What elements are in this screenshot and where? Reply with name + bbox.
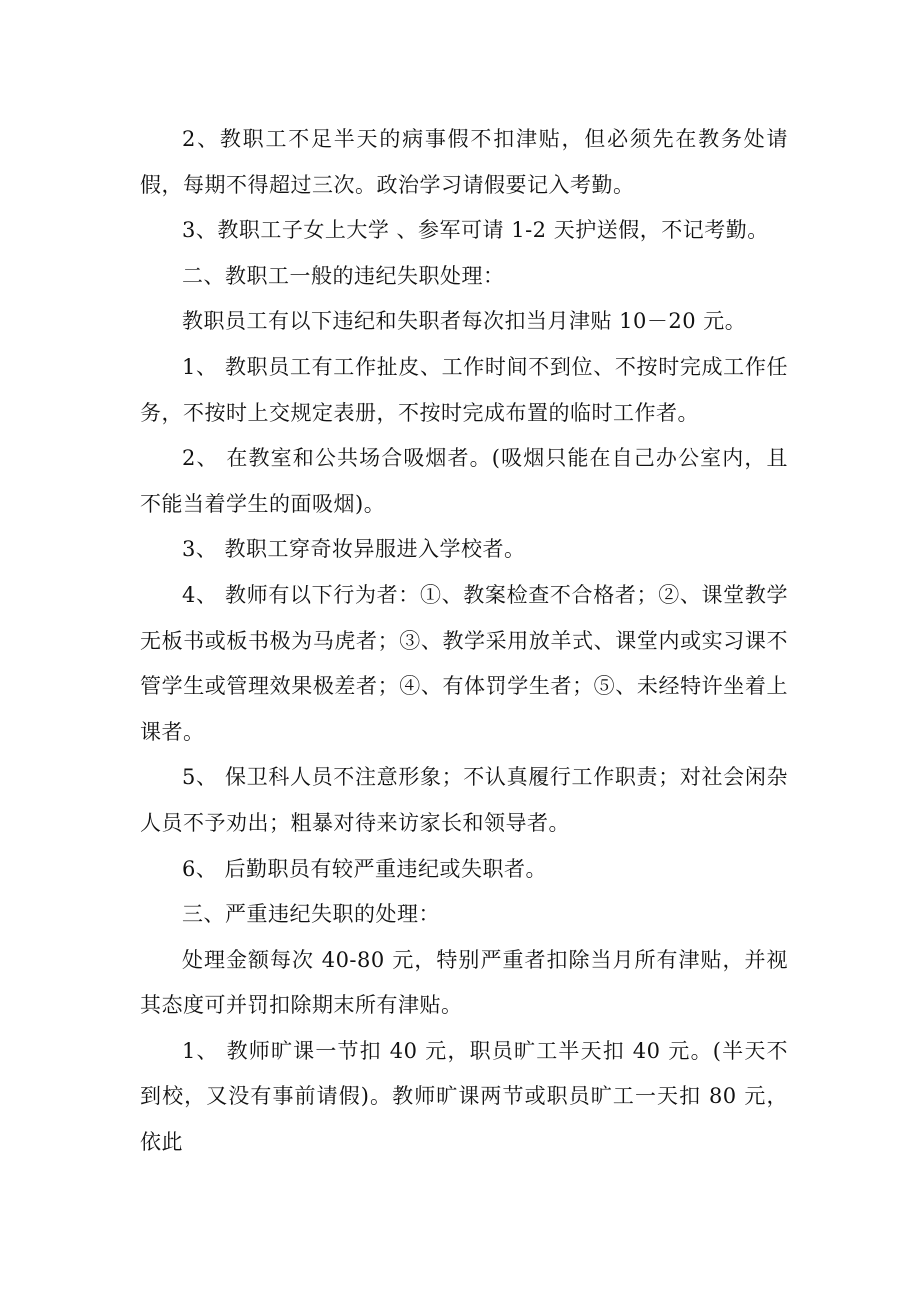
paragraph-item-2-smoking: 2、 在教室和公共场合吸烟者。(吸烟只能在自己办公室内，且不能当着学生的面吸烟)。	[140, 446, 788, 516]
section-heading-serious-violations: 三、严重违纪失职的处理：	[182, 902, 440, 927]
paragraph-item-6-logistics: 6、 后勤职员有较严重违纪或失职者。	[182, 856, 548, 881]
section-heading-general-violations: 二、教职工一般的违纪失职处理：	[182, 263, 505, 288]
paragraph-serious-deduction: 处理金额每次 40-80 元，特别严重者扣除当月所有津贴，并视其态度可并罚扣除期末所有津贴。	[140, 947, 788, 1018]
document-body	[140, 117, 788, 1166]
paragraph-general-deduction: 教职员工有以下违纪和失职者每次扣当月津贴 10－20 元。	[182, 309, 747, 334]
paragraph-item-5-security: 5、 保卫科人员不注意形象；不认真履行工作职责；对社会闲杂人员不予劝出；粗暴对待来访家长和领导者。	[140, 765, 788, 835]
paragraph-escort-leave: 3、教职工子女上大学 、参军可请 1-2 天护送假，不记考勤。	[182, 218, 769, 243]
paragraph-item-4-teacher-behavior: 4、 教师有以下行为者：①、教案检查不合格者；②、课堂教学无板书或板书极为马虎者；③、教学采用放羊式、课堂内或实习课不管学生或管理效果极差者；④、有体罚学生者；⑤、未经特许坐着上课者。	[140, 582, 788, 744]
paragraph-leave-half-day: 2、教职工不足半天的病事假不扣津贴，但必须先在教务处请假，每期不得超过三次。政治学习请假要记入考勤。	[140, 127, 788, 197]
paragraph-item-3-dress: 3、 教职工穿奇妆异服进入学校者。	[182, 537, 526, 562]
paragraph-serious-item-1-absence: 1、 教师旷课一节扣 40 元，职员旷工半天扣 40 元。(半天不到校，又没有事前请假)。教师旷课两节或职员旷工一天扣 80 元，依此	[140, 1038, 788, 1155]
paragraph-item-1-work-duties: 1、 教职员工有工作扯皮、工作时间不到位、不按时完成工作任务，不按时上交规定表册，不按时完成布置的临时工作者。	[140, 354, 788, 425]
